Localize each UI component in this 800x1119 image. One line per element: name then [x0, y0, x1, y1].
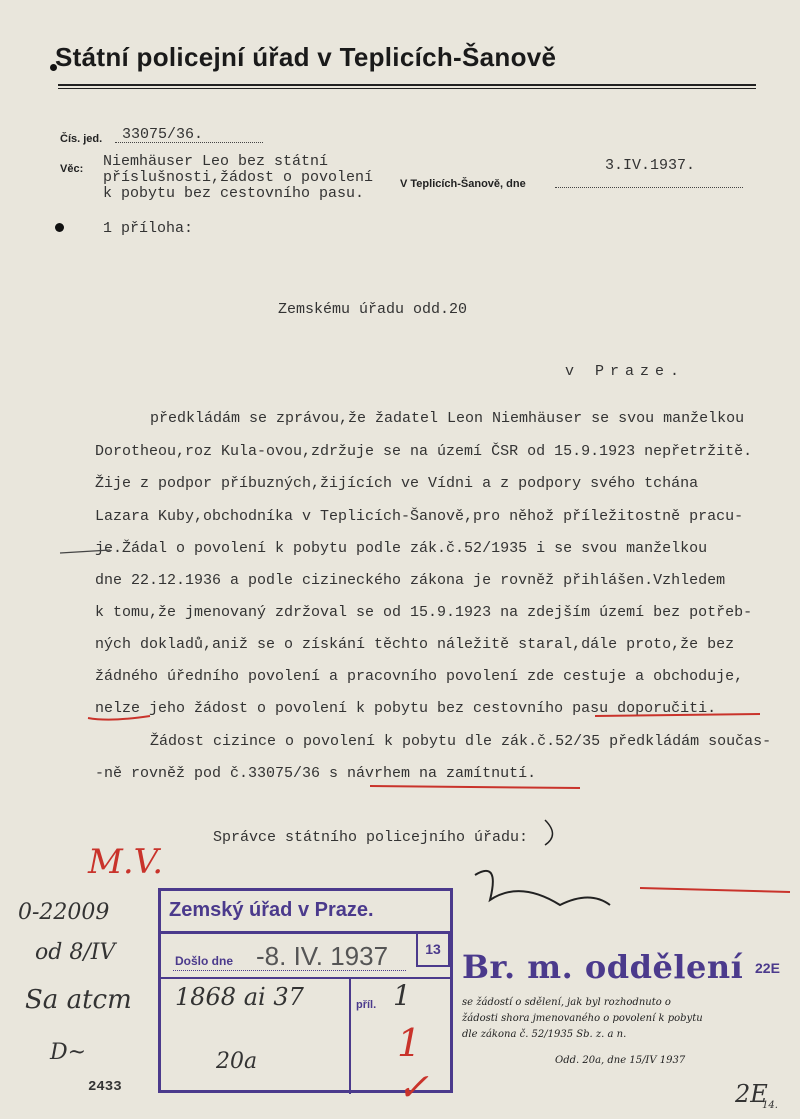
stamp-department: 20a [216, 1049, 258, 1074]
stamp-received-date: -8. IV. 1937 [256, 941, 389, 971]
document-date: 3.IV.1937. [605, 157, 696, 174]
signature-scribble [475, 871, 610, 905]
cis-jed-label: Čís. jed. [60, 133, 103, 145]
recipient-office: Zemskému úřadu odd.20 [278, 301, 468, 318]
stamp-title: Zemský úřad v Praze. [169, 899, 374, 921]
handwritten-initials: Sa atcm [25, 985, 132, 1015]
subject-line: Niemhäuser Leo bez státní [103, 153, 329, 170]
stamp-red-mark: 1 ✓ [397, 1021, 429, 1109]
department-stamp-code: 22E [755, 960, 780, 976]
subject-line: k pobytu bez cestovního pasu. [103, 185, 365, 202]
receipt-stamp [158, 888, 453, 1109]
red-underline [370, 786, 580, 788]
body-line: žádného úředního povolení a pracovního povolení zde cestuje a obchoduje, [95, 668, 744, 685]
note-line: žádosti shora jmenovaného o povolení k pobytu [462, 1013, 703, 1024]
handwritten-scribble: D~ [50, 1040, 87, 1065]
signature-flourish [545, 820, 553, 845]
department-stamp-title: Br. m. oddělení [462, 948, 744, 986]
stamp-attachment-label: příl. [356, 999, 377, 1011]
cis-jed-value: 33075/36. [122, 126, 204, 143]
stamp-number-box: 13 [416, 931, 450, 967]
red-underline [640, 888, 790, 892]
department-small-number: 14. [762, 1100, 778, 1111]
handwritten-number: 0-22009 [18, 900, 110, 925]
handwritten-mv: M.V. [88, 842, 164, 882]
red-underline [88, 716, 150, 720]
body-line: Žádost cizince o povolení k pobytu dle zák.č.52/35 předkládám součas- [150, 733, 772, 750]
stamp-attachment-value: 1 [393, 979, 411, 1012]
body-line: dne 22.12.1936 a podle cizineckého zákona je rovněž přihlášen.Vzhledem [95, 572, 726, 589]
body-line: ných dokladů,aniž se o získání těchto náležitě staral,dále proto,že bez [95, 636, 735, 653]
recipient-city: v Praze. [565, 363, 686, 380]
body-line: Lazara Kuby,obchodníka v Teplicích-Šanově,pro něhož příležitostně pracu- [95, 508, 744, 525]
body-line: předkládám se zprávou,že žadatel Leon Niemhäuser se svou manželkou [150, 410, 745, 427]
body-line: nelze jeho žádost o povolení k pobytu bez cestovního pasu doporučiti. [95, 700, 717, 717]
body-line: k tomu,že jmenovaný zdržoval se od 15.9.1923 na zdejším území bez potřeb- [95, 604, 753, 621]
margin-dash [60, 550, 110, 553]
stamp-divider [161, 931, 450, 934]
letterhead-title: Státní policejní úřad v Teplicích-Šanově [55, 42, 557, 72]
note-line: se žádostí o sdělení, jak byl rozhodnuto o [462, 997, 671, 1008]
attachment-count: 1 příloha: [103, 220, 194, 237]
body-line: -ně rovněž pod č.33075/36 s návrhem na zamítnutí. [95, 765, 537, 782]
department-note [462, 995, 703, 1043]
archive-number: 2433 [88, 1079, 122, 1095]
department-date-note: Odd. 20a, dne 15/IV 1937 [555, 1055, 686, 1066]
vec-label: Věc: [60, 163, 84, 175]
stamp-reference: 1868 ai 37 [175, 983, 304, 1011]
subject-line: příslušnosti,žádost o povolení [103, 169, 374, 186]
note-line: dle zákona č. 52/1935 Sb. z. a n. [462, 1029, 627, 1040]
handwritten-date: od 8/IV [35, 940, 116, 965]
body-line: je.Žádal o povolení k pobytu podle zák.č.52/1935 i se svou manželkou [95, 540, 708, 557]
signature-title: Správce státního policejního úřadu: [213, 829, 529, 846]
body-line: Dorotheou,roz Kula-ovou,zdržuje se na území ČSR od 15.9.1923 nepřetržitě. [95, 443, 753, 460]
place-label: V Teplicích-Šanově, dne [400, 178, 526, 190]
body-line: Žije z podpor příbuzných,žijících ve Vídni a z podpory svého tchána [95, 475, 699, 492]
red-underline [595, 714, 760, 716]
stamp-received-label: Došlo dne [175, 954, 234, 968]
department-initials: 2E [735, 1080, 768, 1108]
stamp-vdivider [349, 979, 351, 1094]
